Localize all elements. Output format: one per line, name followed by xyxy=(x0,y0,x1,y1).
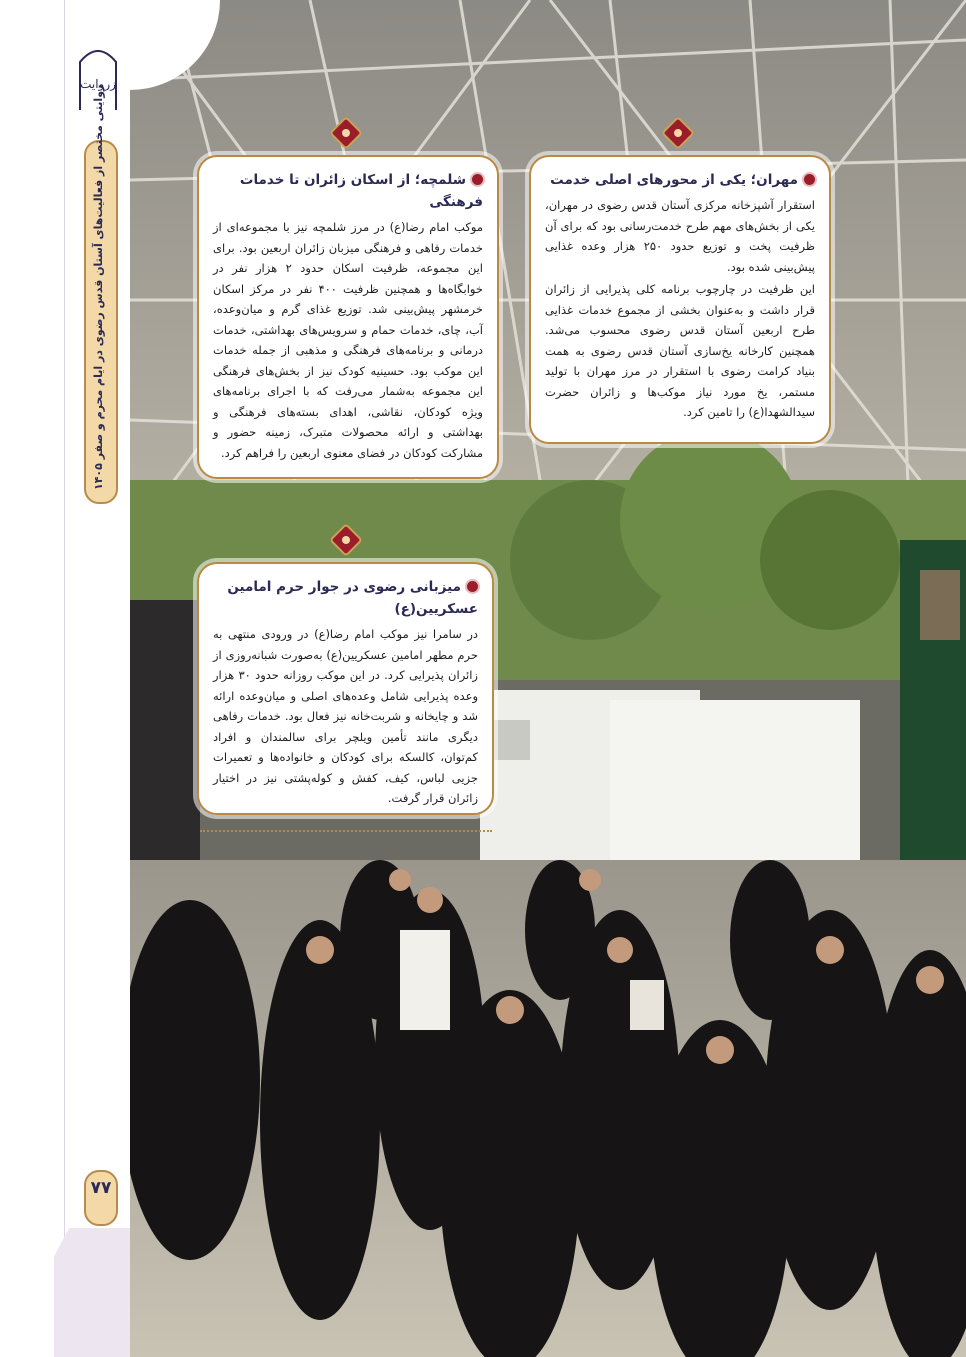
section-body xyxy=(545,195,815,423)
section-card-mehran xyxy=(529,155,831,444)
paragraph: موکب امام رضا(ع) در مرز شلمچه نیز با مجموعه‌ای از خدمات رفاهی و فرهنگی میزبان زائران اربعین بود. برای این مجموعه، ظرفیت اسکان حدود ۲ هزار نفر در خوابگاه‌ها و همچنین ظرفیت ۴۰۰ نفر در مرکز اسکان خرمشهر پیش‌بینی شد. توزیع غذای گرم و میان‌وعده، آب، چای، خدمات حمام و سرویس‌های بهداشتی، خدمات درمانی و برنامه‌های فرهنگی و مذهبی از جمله خدمات این موکب بود. حسینیه کودک نیز از بخش‌های فرهنگی این مجموعه به‌شمار می‌رفت که با اجرای برنامه‌های ویژه کودکان، نقاشی، اهدای بسته‌های فرهنگی و بهداشتی و ارائه محصولات متبرک، زمینه حضور و مشارکت کودکان در فضای معنوی اربعین را فراهم کرد. xyxy=(213,220,483,460)
section-title-text: مهران؛ یکی از محورهای اصلی خدمت xyxy=(550,172,798,188)
section-title xyxy=(545,169,815,191)
decorative-divider xyxy=(200,830,492,832)
bullet-icon xyxy=(467,581,478,592)
bullet-icon xyxy=(804,174,815,185)
bullet-icon xyxy=(472,174,483,185)
section-title-text: میزبانی رضوی در جوار حرم امامین عسکریین(ع) xyxy=(227,579,478,617)
section-title xyxy=(213,576,478,620)
section-title xyxy=(213,169,483,213)
section-title-text: شلمچه؛ از اسکان زائران تا خدمات فرهنگی xyxy=(239,172,483,210)
paragraph: در سامرا نیز موکب امام رضا(ع) در ورودی منتهی به حرم مطهر امامین عسکریین(ع) به‌صورت شبانه‌روزی از زائران پذیرایی کرد. در این موکب روزانه حدود ۳۰ هزار وعده پذیرایی شامل وعده‌های اصلی و میان‌وعده ارائه شد و چایخانه و شربت‌خانه نیز فعال بود. خدمات رفاهی دیگری مانند تأمین ویلچر برای سالمندان و افراد کم‌توان، کالسکه برای کودکان و خانواده‌ها و تعمیرات جزیی لباس، کیف، کفش و کوله‌پشتی نیز در اختیار زائران قرار گرفت. xyxy=(213,627,478,805)
section-card-samarra xyxy=(197,562,494,815)
section-body xyxy=(213,217,483,463)
paragraph: استقرار آشپزخانه مرکزی آستان قدس رضوی در مهران، یکی از بخش‌های مهم طرح خدمت‌رسانی بود که برای آن ظرفیت پخت و توزیع حدود ۲۵۰ هزار وعده غذایی پیش‌بینی شده بود. xyxy=(545,198,816,274)
paragraph: این ظرفیت در چارچوب برنامه کلی پذیرایی از زائران قرار داشت و به‌عنوان بخشی از مجموع خدمات غذایی طرح اربعین آستان قدس رضوی محسوب می‌شد. همچنین کارخانه یخ‌سازی آستان قدس رضوی به همت بنیاد کرامت رضوی با استقرار در مرز مهران با تولید مستمر، یخ مورد نیاز موکب‌ها و زائران حضرت سیدالشهدا(ع) را تامین کرد. xyxy=(545,282,815,419)
section-card-shalamcheh xyxy=(197,155,499,479)
running-title: روایتی مختصر از فعالیت‌های آستان قدس رضوی در ایام محرم و صفر ۱۴۰۵ xyxy=(92,84,105,490)
logo-text: زروایت xyxy=(80,77,116,91)
section-body xyxy=(213,624,478,809)
corner-tab xyxy=(54,1228,130,1357)
page-number: ۷۷ xyxy=(90,1178,112,1198)
